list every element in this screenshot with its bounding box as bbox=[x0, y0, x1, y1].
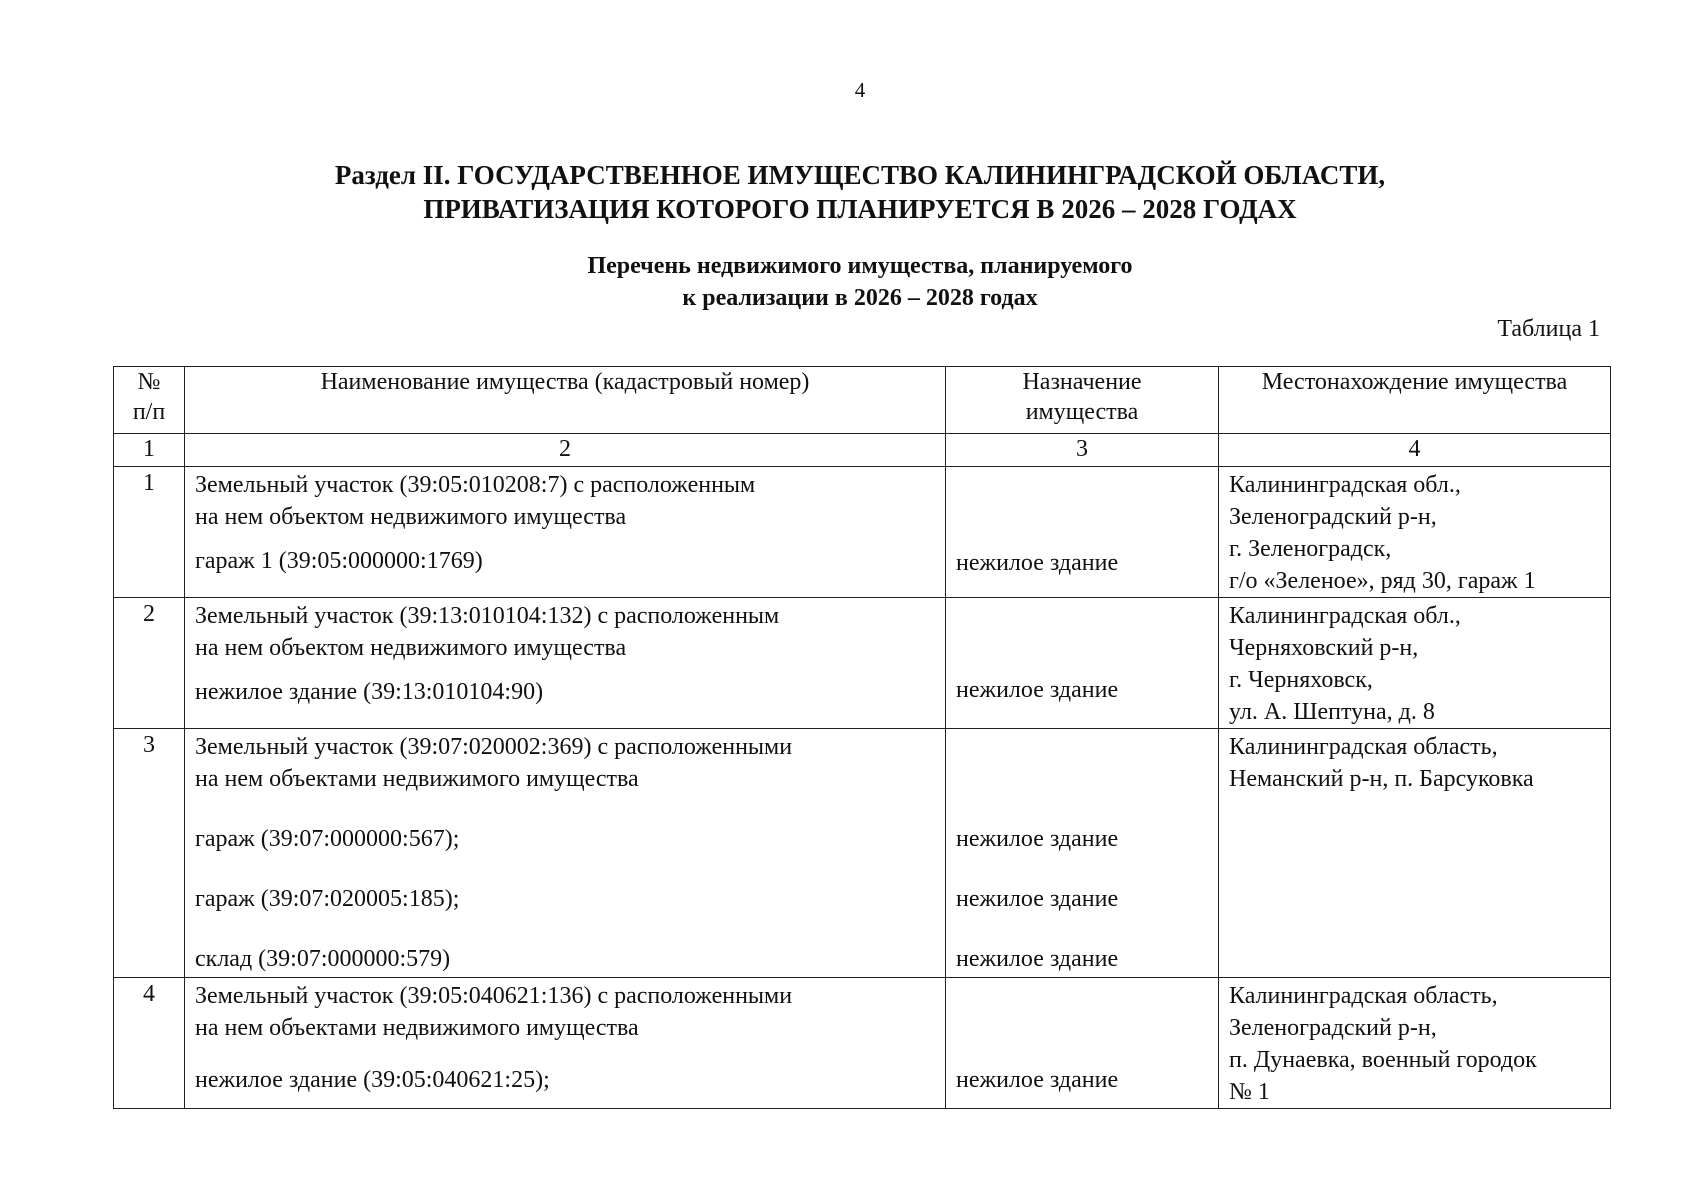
row-item: гараж 1 (39:05:000000:1769) bbox=[195, 548, 483, 574]
row-name-line: на нем объектами недвижимого имущества bbox=[195, 766, 639, 792]
row-name-line: на нем объектом недвижимого имущества bbox=[195, 504, 627, 530]
row-name-line: Земельный участок (39:13:010104:132) с расположенным bbox=[195, 603, 780, 629]
row-purpose-cell bbox=[946, 978, 1219, 1109]
row-purpose: нежилое здание bbox=[956, 946, 1119, 972]
row-name-line: на нем объектами недвижимого имущества bbox=[195, 1015, 639, 1041]
column-number: 1 bbox=[114, 434, 185, 467]
row-location-line: ул. А. Шептуна, д. 8 bbox=[1229, 699, 1435, 725]
header-num-line: п/п bbox=[132, 399, 166, 425]
row-item: нежилое здание (39:13:010104:90) bbox=[195, 679, 544, 705]
column-number: 4 bbox=[1219, 434, 1611, 467]
row-location-cell bbox=[1219, 598, 1611, 729]
row-name-line: Земельный участок (39:07:020002:369) с расположенными bbox=[195, 734, 793, 760]
row-location-cell bbox=[1219, 729, 1611, 978]
row-location-line: Калининградская обл., bbox=[1229, 472, 1461, 498]
row-location-line: Калининградская обл., bbox=[1229, 603, 1461, 629]
row-location-line: Калининградская область, bbox=[1229, 983, 1498, 1009]
row-location-line: Зеленоградский р-н, bbox=[1229, 1015, 1437, 1041]
row-name-cell bbox=[185, 729, 946, 978]
row-name-line: на нем объектом недвижимого имущества bbox=[195, 635, 627, 661]
row-location-line: Калининградская область, bbox=[1229, 734, 1498, 760]
table-row bbox=[114, 598, 1611, 729]
table-row bbox=[114, 729, 1611, 978]
row-purpose-cell bbox=[946, 598, 1219, 729]
row-location-line: Зеленоградский р-н, bbox=[1229, 504, 1437, 530]
row-item: нежилое здание (39:05:040621:25); bbox=[195, 1067, 550, 1093]
column-number-row bbox=[114, 434, 1611, 467]
row-purpose: нежилое здание bbox=[956, 550, 1119, 576]
header-name: Наименование имущества (кадастровый номер) bbox=[185, 367, 946, 434]
column-number: 2 bbox=[185, 434, 946, 467]
row-name-cell bbox=[185, 467, 946, 598]
table-header-row bbox=[114, 367, 1611, 434]
row-purpose: нежилое здание bbox=[956, 677, 1119, 703]
row-purpose-cell bbox=[946, 467, 1219, 598]
row-number: 2 bbox=[114, 598, 185, 729]
row-location-line: Черняховский р-н, bbox=[1229, 635, 1419, 661]
row-number: 1 bbox=[114, 467, 185, 598]
row-item: склад (39:07:000000:579) bbox=[195, 946, 451, 972]
row-item: гараж (39:07:000000:567); bbox=[195, 826, 460, 852]
row-location-line: г/о «Зеленое», ряд 30, гараж 1 bbox=[1229, 568, 1536, 594]
row-location-line: г. Зеленоградск, bbox=[1229, 536, 1392, 562]
row-location-cell bbox=[1219, 978, 1611, 1109]
section-title-line: ПРИВАТИЗАЦИЯ КОТОРОГО ПЛАНИРУЕТСЯ В 2026 – 2028 ГОДАХ bbox=[423, 194, 1297, 224]
row-location-line: г. Черняховск, bbox=[1229, 667, 1373, 693]
row-location-line: Неманский р-н, п. Барсуковка bbox=[1229, 766, 1534, 792]
table-label: Таблица 1 bbox=[1497, 316, 1600, 342]
header-num-line: № bbox=[137, 369, 161, 395]
header-purpose-line: имущества bbox=[1025, 399, 1139, 425]
header-num bbox=[114, 367, 185, 434]
header-purpose-line: Назначение bbox=[1022, 369, 1142, 395]
section-title-line: Раздел II. ГОСУДАРСТВЕННОЕ ИМУЩЕСТВО КАЛИНИНГРАДСКОЙ ОБЛАСТИ, bbox=[334, 160, 1386, 190]
header-location: Местонахождение имущества bbox=[1219, 367, 1611, 434]
row-location-line: п. Дунаевка, военный городок bbox=[1229, 1047, 1537, 1073]
property-table bbox=[113, 366, 1611, 1109]
list-title-line: Перечень недвижимого имущества, планируемого bbox=[587, 253, 1133, 279]
row-purpose: нежилое здание bbox=[956, 886, 1119, 912]
row-location-cell bbox=[1219, 467, 1611, 598]
table-row bbox=[114, 978, 1611, 1109]
row-name-cell bbox=[185, 598, 946, 729]
row-purpose-cell bbox=[946, 729, 1219, 978]
list-title bbox=[0, 250, 1697, 314]
page-number: 4 bbox=[854, 78, 866, 102]
column-number: 3 bbox=[946, 434, 1219, 467]
row-name-cell bbox=[185, 978, 946, 1109]
row-name-line: Земельный участок (39:05:010208:7) с расположенным bbox=[195, 472, 756, 498]
row-number: 4 bbox=[114, 978, 185, 1109]
section-title bbox=[0, 158, 1697, 226]
list-title-line: к реализации в 2026 – 2028 годах bbox=[682, 285, 1038, 311]
row-purpose: нежилое здание bbox=[956, 1067, 1119, 1093]
row-name-line: Земельный участок (39:05:040621:136) с расположенными bbox=[195, 983, 793, 1009]
row-item: гараж (39:07:020005:185); bbox=[195, 886, 460, 912]
row-purpose: нежилое здание bbox=[956, 826, 1119, 852]
table-row bbox=[114, 467, 1611, 598]
row-number: 3 bbox=[114, 729, 185, 978]
header-purpose bbox=[946, 367, 1219, 434]
row-location-line: № 1 bbox=[1229, 1079, 1270, 1105]
